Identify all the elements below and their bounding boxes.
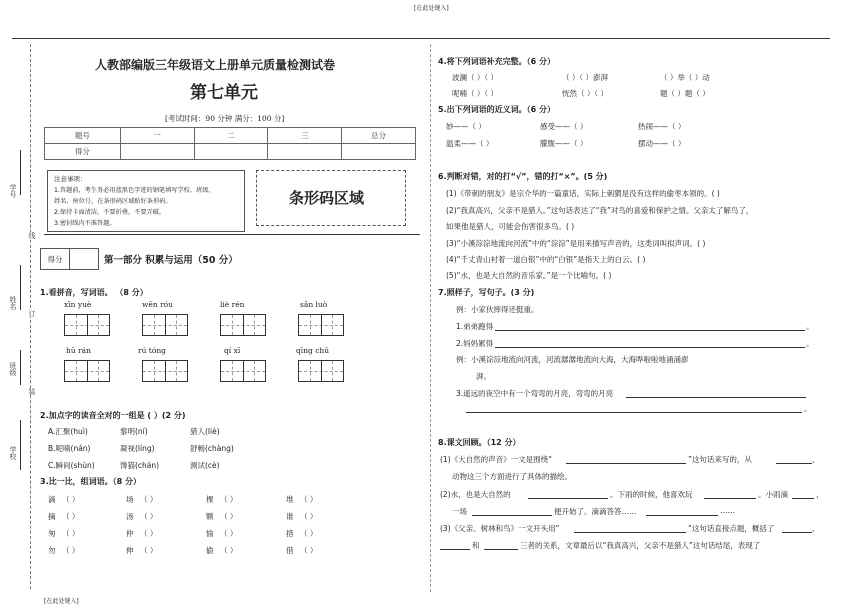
answer-line[interactable] (626, 397, 806, 398)
q3-character: 愉 (206, 529, 214, 538)
q8-text: (2)水，也是大自然的 (440, 490, 511, 499)
answer-line[interactable] (782, 532, 812, 533)
q3-character: 偷 (206, 546, 214, 555)
answer-line[interactable] (484, 549, 518, 550)
seal-char-1: 线 (28, 232, 36, 239)
q3-answer-blank[interactable]: （ ） (62, 495, 80, 504)
q4-item: 波澜（ ）（ ） (452, 73, 499, 82)
unit-title: 第七单元 (190, 83, 258, 103)
q5-item: 热闹——（ ） (638, 122, 686, 131)
q4-item: （ ）（ ）澎湃 (562, 73, 609, 82)
q3-character: 棵 (206, 495, 214, 504)
q3-answer-blank[interactable]: （ ） (62, 512, 80, 521)
score-cell[interactable] (342, 144, 416, 160)
q3-character: 场 (126, 495, 134, 504)
q3-answer-blank[interactable]: （ ） (300, 529, 318, 538)
char-grid[interactable] (220, 360, 266, 382)
score-cell[interactable] (194, 144, 268, 160)
score-cell[interactable] (268, 144, 342, 160)
q4-title: 4.将下列词语补充完整。（6 分） (438, 57, 555, 66)
q3-answer-blank[interactable]: （ ） (220, 495, 238, 504)
q4-item: 呢喃（ ）（ ） (452, 89, 499, 98)
q6-item: 如果他是猎人，可能会伤害很多鸟。( ) (446, 222, 575, 231)
char-grid[interactable] (298, 360, 344, 382)
q3-character: 措 (286, 529, 294, 538)
q2-option: 黎明(ní) (120, 427, 148, 436)
q3-answer-blank[interactable]: （ ） (62, 546, 80, 555)
q3-answer-blank[interactable]: （ ） (140, 546, 158, 555)
answer-line[interactable] (466, 412, 802, 413)
q4-item: （ ）举（ ）动 (660, 73, 710, 82)
q6-item: (4)“千丈青山衬着一道白银”中的“白银”是指天上的白云。( ) (446, 255, 646, 264)
pinyin-label: liè rén (220, 300, 245, 309)
q5-title: 5.出下列词语的近义词。（6 分） (438, 105, 555, 114)
score-table (44, 127, 416, 160)
q8-text: 和 (472, 541, 480, 550)
q2-option: 凝视(líng) (120, 444, 155, 453)
char-grid[interactable] (64, 314, 110, 336)
q8-text: 、 (812, 524, 820, 533)
q1-title: 1.看拼音，写词语。 （8 分） (40, 288, 148, 297)
part1-score-box (40, 248, 99, 270)
answer-line[interactable] (646, 515, 718, 516)
pinyin-label: hū rán (66, 346, 91, 355)
char-grid[interactable] (64, 360, 110, 382)
seal-char-2: 订 (28, 310, 36, 317)
q2-option: A.汇聚(huì) (48, 427, 88, 436)
q3-answer-blank[interactable]: （ ） (220, 512, 238, 521)
q8-text: ， (816, 490, 824, 499)
q8-text: …… (720, 506, 735, 515)
q2-title: 2.加点字的读音全对的一组是 ( ）(2 分) (40, 411, 186, 420)
q3-answer-blank[interactable]: （ ） (140, 495, 158, 504)
q3-character: 勿 (48, 546, 56, 555)
q8-title: 8.课文回顾。（12 分） (438, 438, 521, 447)
q2-option: 测试(cè) (190, 461, 220, 470)
header-placeholder: [在此处键入] (414, 5, 449, 12)
q8-text: (1)《大自然的声音》一文是围绕“ (440, 455, 553, 464)
part1-score-cell[interactable] (70, 249, 99, 270)
q3-answer-blank[interactable]: （ ） (140, 529, 158, 538)
section-rule (44, 234, 420, 235)
q8-text: 一场 (452, 507, 467, 516)
class-label: 班级 (9, 362, 17, 376)
q3-character: 匆 (48, 529, 56, 538)
student-no-line (20, 150, 21, 195)
notes-line: 2.保持卡面清洁，不要折叠，不要弄破。 (54, 209, 166, 216)
answer-line[interactable] (528, 498, 608, 499)
q2-option: 舒畅(chàng) (190, 444, 234, 453)
score-table-header: 总分 (342, 128, 416, 144)
q5-item: 摆动——（ ） (638, 139, 686, 148)
q3-character: 堆 (286, 495, 294, 504)
q5-item: 感受——（ ） (540, 122, 588, 131)
answer-line[interactable] (472, 515, 552, 516)
q5-item: 妙——（ ） (446, 122, 486, 131)
q3-character: 伸 (126, 546, 134, 555)
q5-item: 温柔——（ ） (446, 139, 494, 148)
score-table-header: 三 (268, 128, 342, 144)
q8-text: ”这句话来写的，从 (688, 455, 752, 464)
q6-title: 6.判断对错，对的打“√”，错的打“×”。(5 分) (438, 172, 608, 181)
exam-title: 人教部编版三年级语文上册单元质量检测试卷 (95, 58, 336, 72)
q8-text: 动物这三个方面进行了具体的描绘。 (452, 472, 572, 481)
q7-title: 7.照样子，写句子。(3 分) (438, 288, 535, 297)
q6-item: (1)《带刺的朋友》是宗介华的一篇童话，实际上刺猬是没有这样的偷枣本领的。( ) (446, 189, 720, 198)
q3-character: 谁 (286, 512, 294, 521)
notes-line: 3.密封线内不准答题。 (54, 220, 116, 227)
q3-answer-blank[interactable]: （ ） (300, 495, 318, 504)
pinyin-label: xīn yuè (64, 300, 92, 309)
notes-title: 注意事项： (54, 175, 87, 183)
char-grid[interactable] (298, 314, 344, 336)
score-table-header: 一 (120, 128, 194, 144)
char-grid[interactable] (142, 314, 188, 336)
q8-text: 。下雨的时候，他喜欢玩 (610, 490, 693, 499)
answer-line[interactable] (574, 532, 686, 533)
barcode-area (256, 170, 406, 226)
answer-line[interactable] (440, 549, 470, 550)
q4-item: 恍然（ ）（ ） (562, 89, 609, 98)
school-line (20, 420, 21, 470)
school-label: 学校 (9, 446, 17, 460)
score-cell[interactable] (120, 144, 194, 160)
q6-item: (2)“我真高兴，父亲不是猎人。”这句话表达了“我”对鸟的喜爱和保护之情。父亲太了解鸟了， (446, 206, 754, 215)
part1-score-label: 得分 (41, 249, 70, 270)
q7-item-3: 3.遥远的夜空中有一个弯弯的月亮，弯弯的月亮 (456, 389, 614, 398)
q6-item: (5)“水，也是大自然的音乐家。”是一个比喻句。( ) (446, 271, 612, 280)
q4-item: 题（ ）题（ ） (660, 89, 710, 98)
q3-answer-blank[interactable]: （ ） (300, 512, 318, 521)
q6-item: (3)“小溪淙淙地流向河流”中的“淙淙”是用来描写声音的，这类词叫拟声词。( ) (446, 239, 706, 248)
q3-answer-blank[interactable]: （ ） (140, 512, 158, 521)
answer-line[interactable] (792, 498, 814, 499)
notes-line: 姓名、座位号，在条形码区域贴好条形码。 (54, 198, 172, 205)
char-grid[interactable] (142, 360, 188, 382)
score-table-header: 二 (194, 128, 268, 144)
q3-answer-blank[interactable]: （ ） (62, 529, 80, 538)
top-rule (12, 38, 830, 39)
pinyin-label: qí xī (224, 346, 241, 355)
exam-info: [考试时间：90 分钟 满分：100 分] (165, 114, 285, 123)
q7-item-1: 1.弟弟跑得 (456, 322, 494, 331)
pinyin-label: qīng chǔ (296, 346, 330, 355)
answer-line[interactable] (495, 347, 805, 348)
pinyin-label: rú tóng (138, 346, 166, 355)
student-no-label: 学号 (9, 184, 17, 198)
char-grid[interactable] (220, 314, 266, 336)
q3-character: 汤 (126, 512, 134, 521)
q8-text: 便开始了。滴滴答答…… (554, 507, 637, 516)
notes-box (47, 170, 245, 232)
q7-example: 例：小溪淙淙地流向河流，河流潺潺地流向大海，大海哗啦啦地涌涌澎 (456, 355, 689, 364)
part1-title: 第一部分 积累与运用（50 分） (104, 255, 238, 266)
q3-character: 仲 (126, 529, 134, 538)
class-line (20, 350, 21, 385)
q8-text: ”这句话直接点题，概括了 (688, 524, 775, 533)
name-line (20, 265, 21, 310)
score-table-header: 题号 (45, 128, 121, 144)
q7-example: 湃。 (476, 372, 491, 381)
q8-text: (3)《父亲、树林和鸟》一文开头用“ (440, 524, 560, 533)
q3-title: 3.比一比，组词语。（8 分） (40, 477, 141, 486)
q2-option: B.呢喃(nán) (48, 444, 91, 453)
q2-option: 猎人(liè) (190, 427, 220, 436)
pinyin-label: wēn róu (142, 300, 174, 309)
answer-line[interactable] (495, 330, 805, 331)
answer-line[interactable] (704, 498, 756, 499)
footer-placeholder: [在此处键入] (44, 598, 79, 605)
q3-character: 滴 (48, 495, 56, 504)
q3-answer-blank[interactable]: （ ） (300, 546, 318, 555)
q3-answer-blank[interactable]: （ ） (220, 529, 238, 538)
q7-example: 例：小家伙摔得还挺重。 (456, 305, 539, 314)
q8-text: 三者的关系，文章最后以“我真高兴，父亲不是猎人”这句话结尾，表现了 (520, 541, 761, 550)
q2-option: C.瞬间(shùn) (48, 461, 95, 470)
answer-line[interactable] (776, 463, 812, 464)
q8-text: 。小雨滴 (758, 490, 788, 499)
q3-answer-blank[interactable]: （ ） (220, 546, 238, 555)
column-divider (430, 44, 431, 592)
q3-character: 颗 (206, 512, 214, 521)
answer-line[interactable] (566, 463, 686, 464)
barcode-label: 条形码区域 (289, 189, 365, 207)
notes-line: 1.答题前，考生务必用蓝黑色字迹的钢笔填写学校、班级、 (54, 187, 215, 194)
score-table-row-label: 得分 (45, 144, 121, 160)
q8-text: 、 (812, 455, 820, 464)
pinyin-label: sǎn luò (300, 300, 328, 309)
q2-option: 馋猫(chán) (120, 461, 160, 470)
seal-char-3: 装 (28, 388, 36, 395)
q3-character: 摘 (48, 512, 56, 521)
q5-item: 朦胧——（ ） (540, 139, 588, 148)
q3-character: 借 (286, 546, 294, 555)
name-label: 姓名 (9, 296, 17, 310)
q7-item-2: 2.妈妈累得 (456, 339, 494, 348)
